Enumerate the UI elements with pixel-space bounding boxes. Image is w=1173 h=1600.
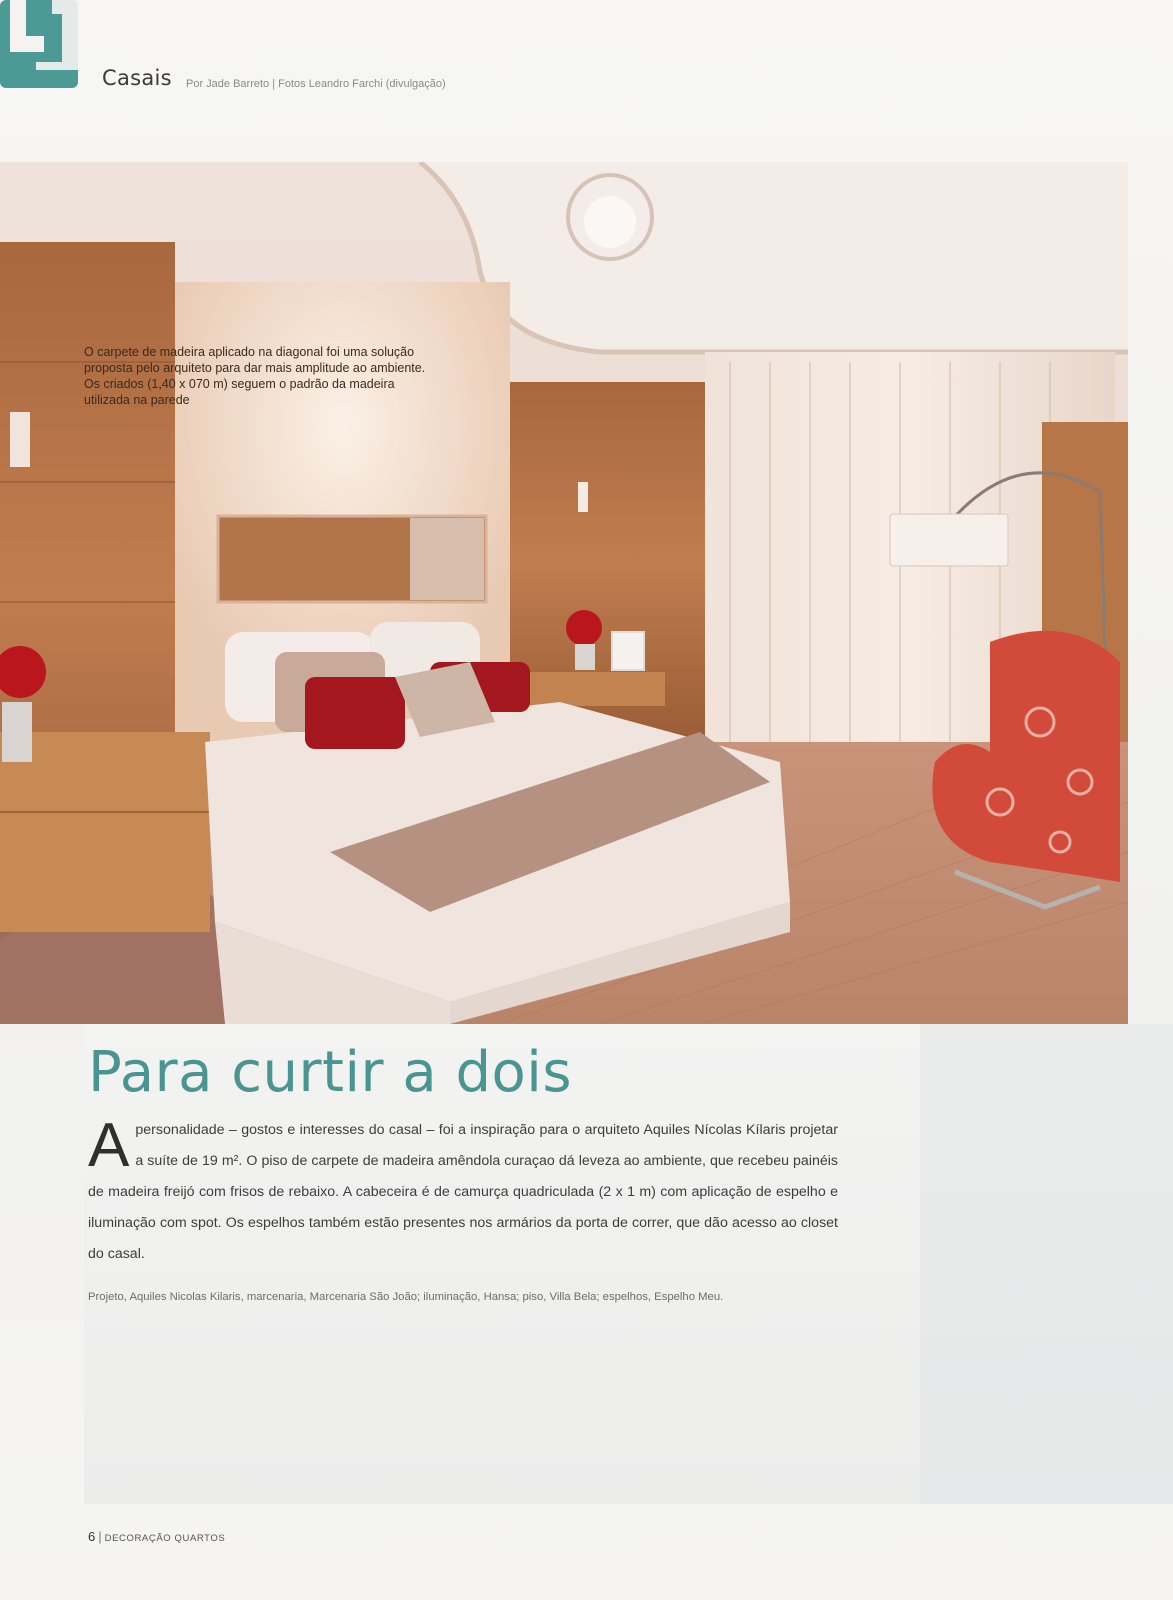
article-title: Para curtir a dois — [88, 1040, 573, 1105]
article-body-text: personalidade – gostos e interesses do casal – foi a inspiração para o arquiteto Aquiles Nícolas Kílaris projetar a suíte de 19 m². O piso de carpete de madeira amêndola curaçao dá leveza ao ambiente, que recebeu painéis de madeira freijó com frisos de rebaixo. A cabeceira é de camurça quadriculada (2 x 1 m) com aplicação de espelho e iluminação com spot. Os espelhos também estão presentes nos armários da porta de correr, que dão acesso ao closet do casal. — [88, 1122, 838, 1262]
page-footer — [88, 1528, 225, 1546]
page-number: 6 — [88, 1529, 96, 1544]
publication-name: DECORAÇÃO QUARTOS — [104, 1533, 226, 1544]
section-label: Casais — [102, 66, 172, 90]
bedroom-photo — [0, 162, 1128, 1024]
photo-caption: O carpete de madeira aplicado na diagonal foi uma solução proposta pelo arquiteto para dar mais amplitude ao ambiente. Os criados (1,40 x 070 m) seguem o padrão da madeira utilizada na parede — [84, 345, 426, 407]
byline: Por Jade Barreto | Fotos Leandro Farchi (divulgação) — [186, 78, 446, 90]
bleed-through-panel — [920, 1024, 1173, 1504]
article-body — [88, 1111, 838, 1270]
dropcap: A — [88, 1111, 130, 1180]
project-credits: Projeto, Aquiles Nicolas Kilaris, marcenaria, Marcenaria São João; iluminação, Hansa; piso, Villa Bela; espelhos, Espelho Meu. — [88, 1291, 724, 1303]
section-logo-icon — [0, 0, 80, 90]
footer-separator: | — [98, 1529, 102, 1544]
